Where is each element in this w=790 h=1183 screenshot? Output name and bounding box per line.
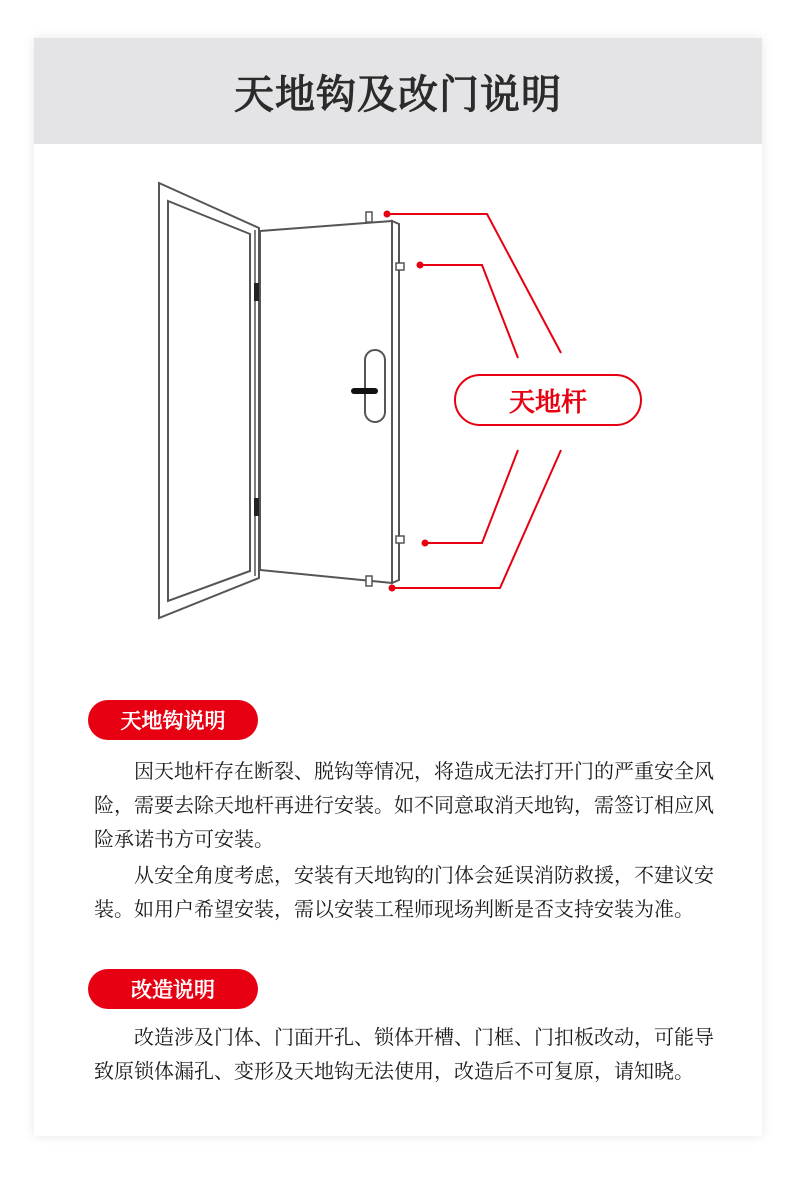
lower-latch <box>396 536 404 543</box>
hooks-paragraph-2: 从安全角度考虑，安装有天地钩的门体会延误消防救援，不建议安装。如用户希望安装，需以安装工程师现场判断是否支持安装为准。 <box>94 863 714 921</box>
door-illustration <box>34 38 762 738</box>
page-title: 天地钩及改门说明 <box>234 71 562 118</box>
hinge-top <box>254 283 259 301</box>
upper-latch <box>396 263 404 270</box>
door-handle-icon <box>351 388 378 394</box>
section-tag-modification: 改造说明 <box>88 969 258 1009</box>
section-tag-hooks: 天地钩说明 <box>88 700 258 740</box>
top-bolt <box>366 212 372 222</box>
door-diagram <box>34 38 762 738</box>
callout-label: 天地杆 <box>508 387 587 418</box>
bottom-bolt <box>366 576 372 586</box>
hinge-bottom <box>254 498 259 516</box>
hooks-paragraph-1: 因天地杆存在断裂、脱钩等情况，将造成无法打开门的严重安全风险，需要去除天地杆再进行安装。如不同意取消天地钩，需签订相应风险承诺书方可安装。 <box>94 759 714 851</box>
handle-plate <box>365 350 385 422</box>
content-card <box>34 38 762 1136</box>
modification-paragraph: 改造涉及门体、门面开孔、锁体开槽、门框、门扣板改动，可能导致原锁体漏孔、变形及天地钩无法使用，改造后不可复原，请知晓。 <box>94 1025 714 1083</box>
door-frame-outer <box>159 183 259 618</box>
door-edge <box>392 221 399 583</box>
